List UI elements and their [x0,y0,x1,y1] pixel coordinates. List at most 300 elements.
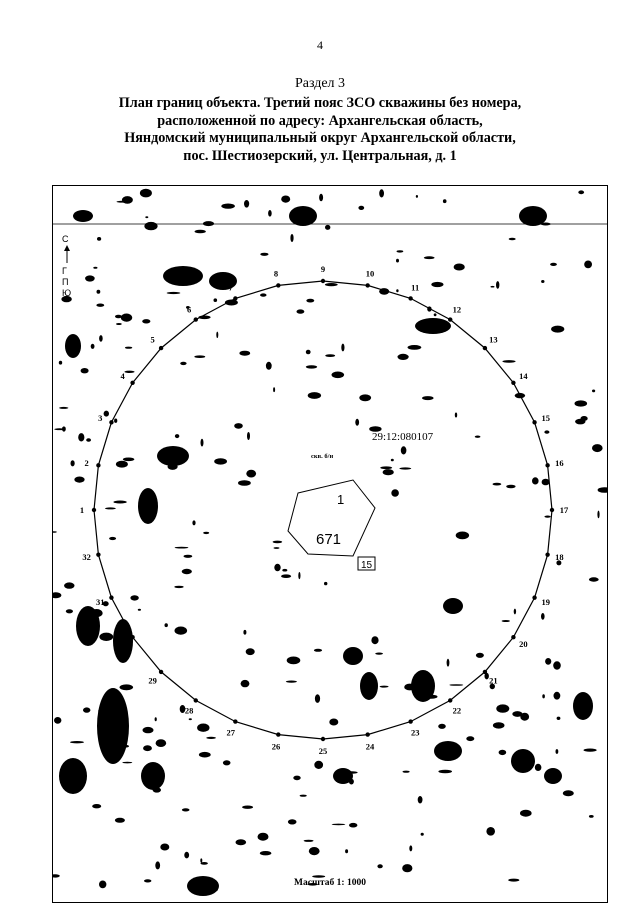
terrain-patch [415,318,451,334]
terrain-speck [332,824,346,826]
boundary-point-label: 21 [489,675,498,686]
terrain-speck [443,199,447,203]
terrain-speck [174,586,183,588]
compass-letter-south: Ю [62,288,72,298]
terrain-speck [502,620,510,622]
boundary-point-label: 25 [318,746,328,756]
terrain-speck [115,818,125,823]
terrain-speck [260,851,272,855]
terrain-speck [341,344,344,352]
boundary-point-marker [96,463,100,467]
north-arrow [62,234,78,304]
terrain-speck [86,438,91,442]
terrain-speck [182,808,190,811]
terrain-speck [575,419,585,425]
boundary-point-marker [408,719,412,723]
terrain-speck [234,423,243,429]
terrain-speck [113,501,126,504]
boundary-map [52,185,608,903]
terrain-speck [214,298,218,302]
terrain-speck [175,434,179,438]
boundary-point-marker [130,381,134,385]
boundary-point-marker [276,283,280,287]
terrain-speck [399,467,411,469]
terrain-speck [396,289,398,292]
terrain-speck [345,849,348,853]
arrow-up-icon [62,245,72,263]
terrain-speck [424,256,435,259]
boundary-point-marker [408,296,412,300]
boundary-point-marker [483,670,487,674]
terrain-speck [144,222,157,230]
boundary-point-marker [511,635,515,639]
boundary-point-label: 3 [98,412,103,423]
terrain-speck [542,479,550,486]
terrain-speck [274,547,280,549]
terrain-speck [396,259,399,263]
terrain-speck [293,776,300,781]
cadastral-number: 29:12:080107 [372,431,434,443]
terrain-speck [246,470,256,478]
terrain-speck [542,694,545,698]
terrain-speck [325,225,330,230]
terrain-speck [371,636,378,644]
terrain-speck [592,444,603,452]
terrain-speck [243,630,246,635]
terrain-speck [105,699,110,707]
boundary-point-label: 19 [541,597,550,608]
terrain-speck [246,648,255,655]
terrain-speck [97,237,101,241]
boundary-point-marker [194,698,198,702]
boundary-point-label: 2 [84,458,89,468]
terrain-speck [297,309,305,313]
terrain-speck [143,727,154,733]
terrain-speck [554,692,561,700]
terrain-speck [92,804,101,808]
terrain-speck [589,577,599,581]
boundary-point-marker [550,508,554,512]
boundary-point-label: 24 [365,741,375,752]
terrain-speck [116,461,128,468]
boundary-point-label: 17 [559,505,569,515]
terrain-speck [189,718,192,720]
document-title [60,95,580,165]
terrain-speck [349,779,354,785]
boundary-point-label: 10 [365,268,375,279]
terrain-speck [258,833,269,841]
boundary-point-marker [276,732,280,736]
terrain-speck [214,458,227,464]
terrain-speck [397,250,404,252]
terrain-speck [544,430,549,433]
terrain-speck [324,582,327,585]
terrain-speck [358,206,364,210]
terrain-speck [380,466,392,469]
boundary-point-marker [159,346,163,350]
terrain-speck [206,737,216,739]
terrain-speck [175,547,189,549]
terrain-speck [200,858,202,862]
terrain-speck [584,749,597,752]
terrain-speck [62,426,66,431]
terrain-speck [66,609,73,613]
terrain-speck [541,613,545,620]
terrain-speck [421,833,424,836]
terrain-speck [288,819,297,824]
terrain-speck [78,433,84,441]
page-number: 4 [317,38,323,52]
boundary-point-marker [233,296,237,300]
terrain-speck [99,633,113,641]
terrain-speck [216,889,218,891]
terrain-speck [221,204,235,209]
terrain-speck [242,806,253,809]
terrain-speck [156,739,167,747]
terrain-speck [416,195,418,198]
boundary-point-label: 18 [555,552,564,562]
terrain-speck [332,372,345,379]
terrain-speck [155,861,160,869]
terrain-speck [314,761,323,769]
terrain-speck [238,480,251,486]
terrain-speck [287,657,301,665]
terrain-speck [454,264,465,271]
terrain-speck [97,290,101,294]
terrain-speck [290,234,293,242]
terrain-speck [121,314,132,322]
boundary-point-label: 16 [555,458,564,468]
terrain-speck [223,760,231,765]
terrain-speck [431,282,443,287]
terrain-speck [456,532,469,540]
boundary-point-label: 1 [79,505,85,515]
terrain-speck [466,736,474,741]
terrain-speck [402,864,412,872]
terrain-speck [71,460,75,466]
terrain-speck [486,827,495,836]
terrain-speck [130,595,138,600]
boundary-point-marker [194,317,198,321]
terrain-speck [125,347,132,349]
boundary-point-label: 30 [118,638,127,649]
terrain-speck [244,200,249,208]
terrain-speck [195,230,206,234]
terrain-speck [438,770,452,773]
terrain-speck [589,815,594,818]
boundary-point-marker [483,346,487,350]
terrain-speck [408,345,422,350]
terrain-speck [116,323,122,325]
terrain-speck [216,332,218,338]
terrain-speck [329,719,338,726]
terrain-speck [597,511,599,519]
boundary-point-marker [448,698,452,702]
terrain-speck [584,261,592,269]
terrain-speck [557,717,561,720]
terrain-speck [475,436,481,438]
terrain-speck [306,350,311,355]
terrain-speck [300,795,307,797]
boundary-point-label: 23 [410,727,420,738]
terrain-speck [109,537,116,540]
terrain-speck [236,839,247,845]
terrain-speck [391,459,394,462]
boundary-point-marker [532,595,536,599]
boundary-point-marker [532,420,536,424]
boundary-point-label: 31 [96,597,105,608]
terrain-patch [544,768,562,784]
terrain-speck [175,627,188,635]
terrain-speck [117,201,128,203]
terrain-speck [203,532,209,534]
terrain-speck [192,520,195,525]
terrain-speck [447,659,450,667]
terrain-speck [563,790,574,796]
terrain-speck [122,762,132,764]
terrain-speck [359,394,371,401]
terrain-speck [355,419,359,426]
terrain-patch [511,749,535,773]
boundary-point-label: 9 [320,264,326,274]
terrain-speck [493,483,502,486]
terrain-speck [553,661,561,669]
terrain-speck [99,335,103,342]
boundary-point-label: 27 [226,727,236,738]
terrain-speck [380,686,389,688]
terrain-speck [346,771,358,774]
terrain-speck [532,477,539,484]
terrain-speck [53,531,57,533]
boundary-point-marker [233,719,237,723]
terrain-speck [93,267,97,269]
terrain-speck [83,707,90,712]
boundary-point-marker [96,552,100,556]
terrain-speck [96,304,104,307]
terrain-patch [443,598,463,614]
terrain-speck [59,361,62,365]
boundary-point-label: 6 [186,304,192,315]
boundary-point-label: 26 [271,741,281,752]
terrain-speck [438,724,446,729]
terrain-speck [184,852,189,859]
terrain-speck [54,717,61,724]
terrain-patch [157,446,189,466]
boundary-point-label: 32 [82,552,91,562]
boundary-point-marker [448,317,452,321]
terrain-speck [524,209,526,217]
terrain-speck [184,555,193,558]
boundary-point-label: 11 [411,282,420,293]
terrain-patch [73,210,93,222]
terrain-speck [499,750,507,755]
terrain-speck [168,463,178,470]
terrain-speck [379,189,384,197]
boundary-point-label: 12 [452,304,462,315]
terrain-speck [155,717,157,721]
boundary-point-marker [159,670,163,674]
terrain-speck [319,194,323,201]
boundary-point-marker [321,279,325,283]
section-heading: Раздел 3 [294,76,346,91]
title-line-3: Няндомский муниципальный округ Архангельской области, [124,130,516,146]
terrain-speck [541,280,544,283]
terrain-speck [201,862,208,865]
terrain-speck [138,609,141,611]
terrain-patch [59,758,87,794]
boundary-point-marker [92,508,96,512]
terrain-speck [247,432,250,440]
terrain-speck [575,400,588,406]
terrain-speck [598,487,608,493]
terrain-patch [65,334,81,358]
terrain-speck [550,263,557,266]
terrain-speck [142,319,150,323]
title-line-1: План границ объекта. Третий пояс ЗСО скважины без номера, [118,95,522,111]
terrain-speck [281,196,290,203]
terrain-speck [509,238,516,240]
terrain-patch [163,266,203,286]
terrain-speck [544,516,550,518]
terrain-speck [403,771,410,773]
terrain-speck [98,709,109,712]
terrain-speck [105,507,116,509]
terrain-speck [496,704,509,712]
terrain-speck [81,368,89,373]
terrain-speck [391,489,399,497]
terrain-speck [239,351,250,356]
building-number: 671 [316,531,342,548]
terrain-speck [266,362,272,370]
map-scale: Масштаб 1: 1000 [294,878,366,888]
terrain-speck [425,695,438,699]
boundary-point-marker [321,737,325,741]
terrain-speck [502,360,515,363]
terrain-speck [70,741,84,743]
terrain-speck [512,711,522,717]
terrain-speck [491,286,495,288]
terrain-speck [91,609,103,617]
terrain-speck [325,283,338,286]
boundary-point-marker [109,595,113,599]
terrain-speck [377,864,382,868]
boundary-point-marker [545,552,549,556]
terrain-speck [124,371,134,373]
terrain-speck [578,190,584,194]
terrain-speck [260,253,268,256]
terrain-patch [97,688,129,764]
title-line-4: пос. Шестиозерский, ул. Центральная, д. 1 [183,147,457,164]
boundary-point-label: 7 [228,282,233,293]
terrain-speck [308,392,321,399]
terrain-speck [535,764,542,771]
terrain-speck [197,724,209,732]
terrain-speck [286,681,297,683]
terrain-speck [268,210,272,217]
boundary-point-label: 13 [489,334,498,345]
boundary-point-label: 8 [273,268,279,279]
terrain-speck [273,387,275,392]
terrain-speck [165,623,168,627]
terrain-speck [281,574,291,578]
terrain-speck [455,413,457,418]
terrain-speck [201,439,204,447]
terrain-speck [140,189,152,198]
terrain-speck [315,694,320,703]
terrain-speck [304,840,314,842]
terrain-speck [53,592,61,598]
terrain-speck [434,313,437,316]
terrain-speck [349,823,357,828]
boundary-point-label: 15 [541,412,550,423]
terrain-speck [476,653,484,658]
boundary-point-label: 22 [452,705,462,716]
boundary-point-marker [365,732,369,736]
terrain-patch [573,692,593,720]
boundary-point-marker [109,420,113,424]
terrain-speck [592,390,595,393]
terrain-speck [241,680,250,687]
terrain-speck [182,569,192,574]
boundary-point-marker [511,381,515,385]
terrain-patch [289,206,317,226]
terrain-patch [343,647,363,665]
terrain-speck [91,344,95,349]
terrain-speck [306,299,314,303]
terrain-speck [167,292,181,294]
terrain-speck [59,407,68,409]
terrain-speck [160,844,169,851]
terrain-patch [138,488,158,524]
boundary-point-label: 28 [184,705,194,716]
terrain-speck [401,446,407,454]
terrain-speck [274,564,280,571]
building-small-label: 1 [337,492,345,507]
boundary-point-marker [130,635,134,639]
compass-letter-2: Г [62,266,67,276]
terrain-speck [65,773,79,776]
terrain-speck [153,787,161,792]
terrain-speck [273,541,283,544]
terrain-speck [115,315,122,318]
compass-letter-north: С [62,234,69,244]
terrain-speck [145,216,148,218]
terrain-speck [383,469,394,475]
terrain-speck [514,609,516,615]
terrain-speck [375,653,383,655]
terrain-speck [64,582,74,588]
terrain-speck [194,355,205,358]
boundary-point-label: 4 [120,371,125,382]
terrain-speck [418,796,423,803]
compass-letter-3: П [62,277,69,287]
terrain-speck [493,722,505,728]
terrain-speck [102,734,115,738]
terrain-patch [141,762,165,790]
terrain-speck [143,745,152,751]
terrain-speck [551,326,564,333]
terrain-speck [120,684,134,690]
boundary-point-marker [365,283,369,287]
terrain-speck [556,749,559,754]
terrain-speck [298,572,300,579]
terrain-speck [123,458,135,462]
map-canvas [53,186,608,903]
terrain-speck [314,649,322,652]
terrain-speck [309,847,320,855]
terrain-speck [325,354,335,357]
terrain-speck [545,658,551,665]
